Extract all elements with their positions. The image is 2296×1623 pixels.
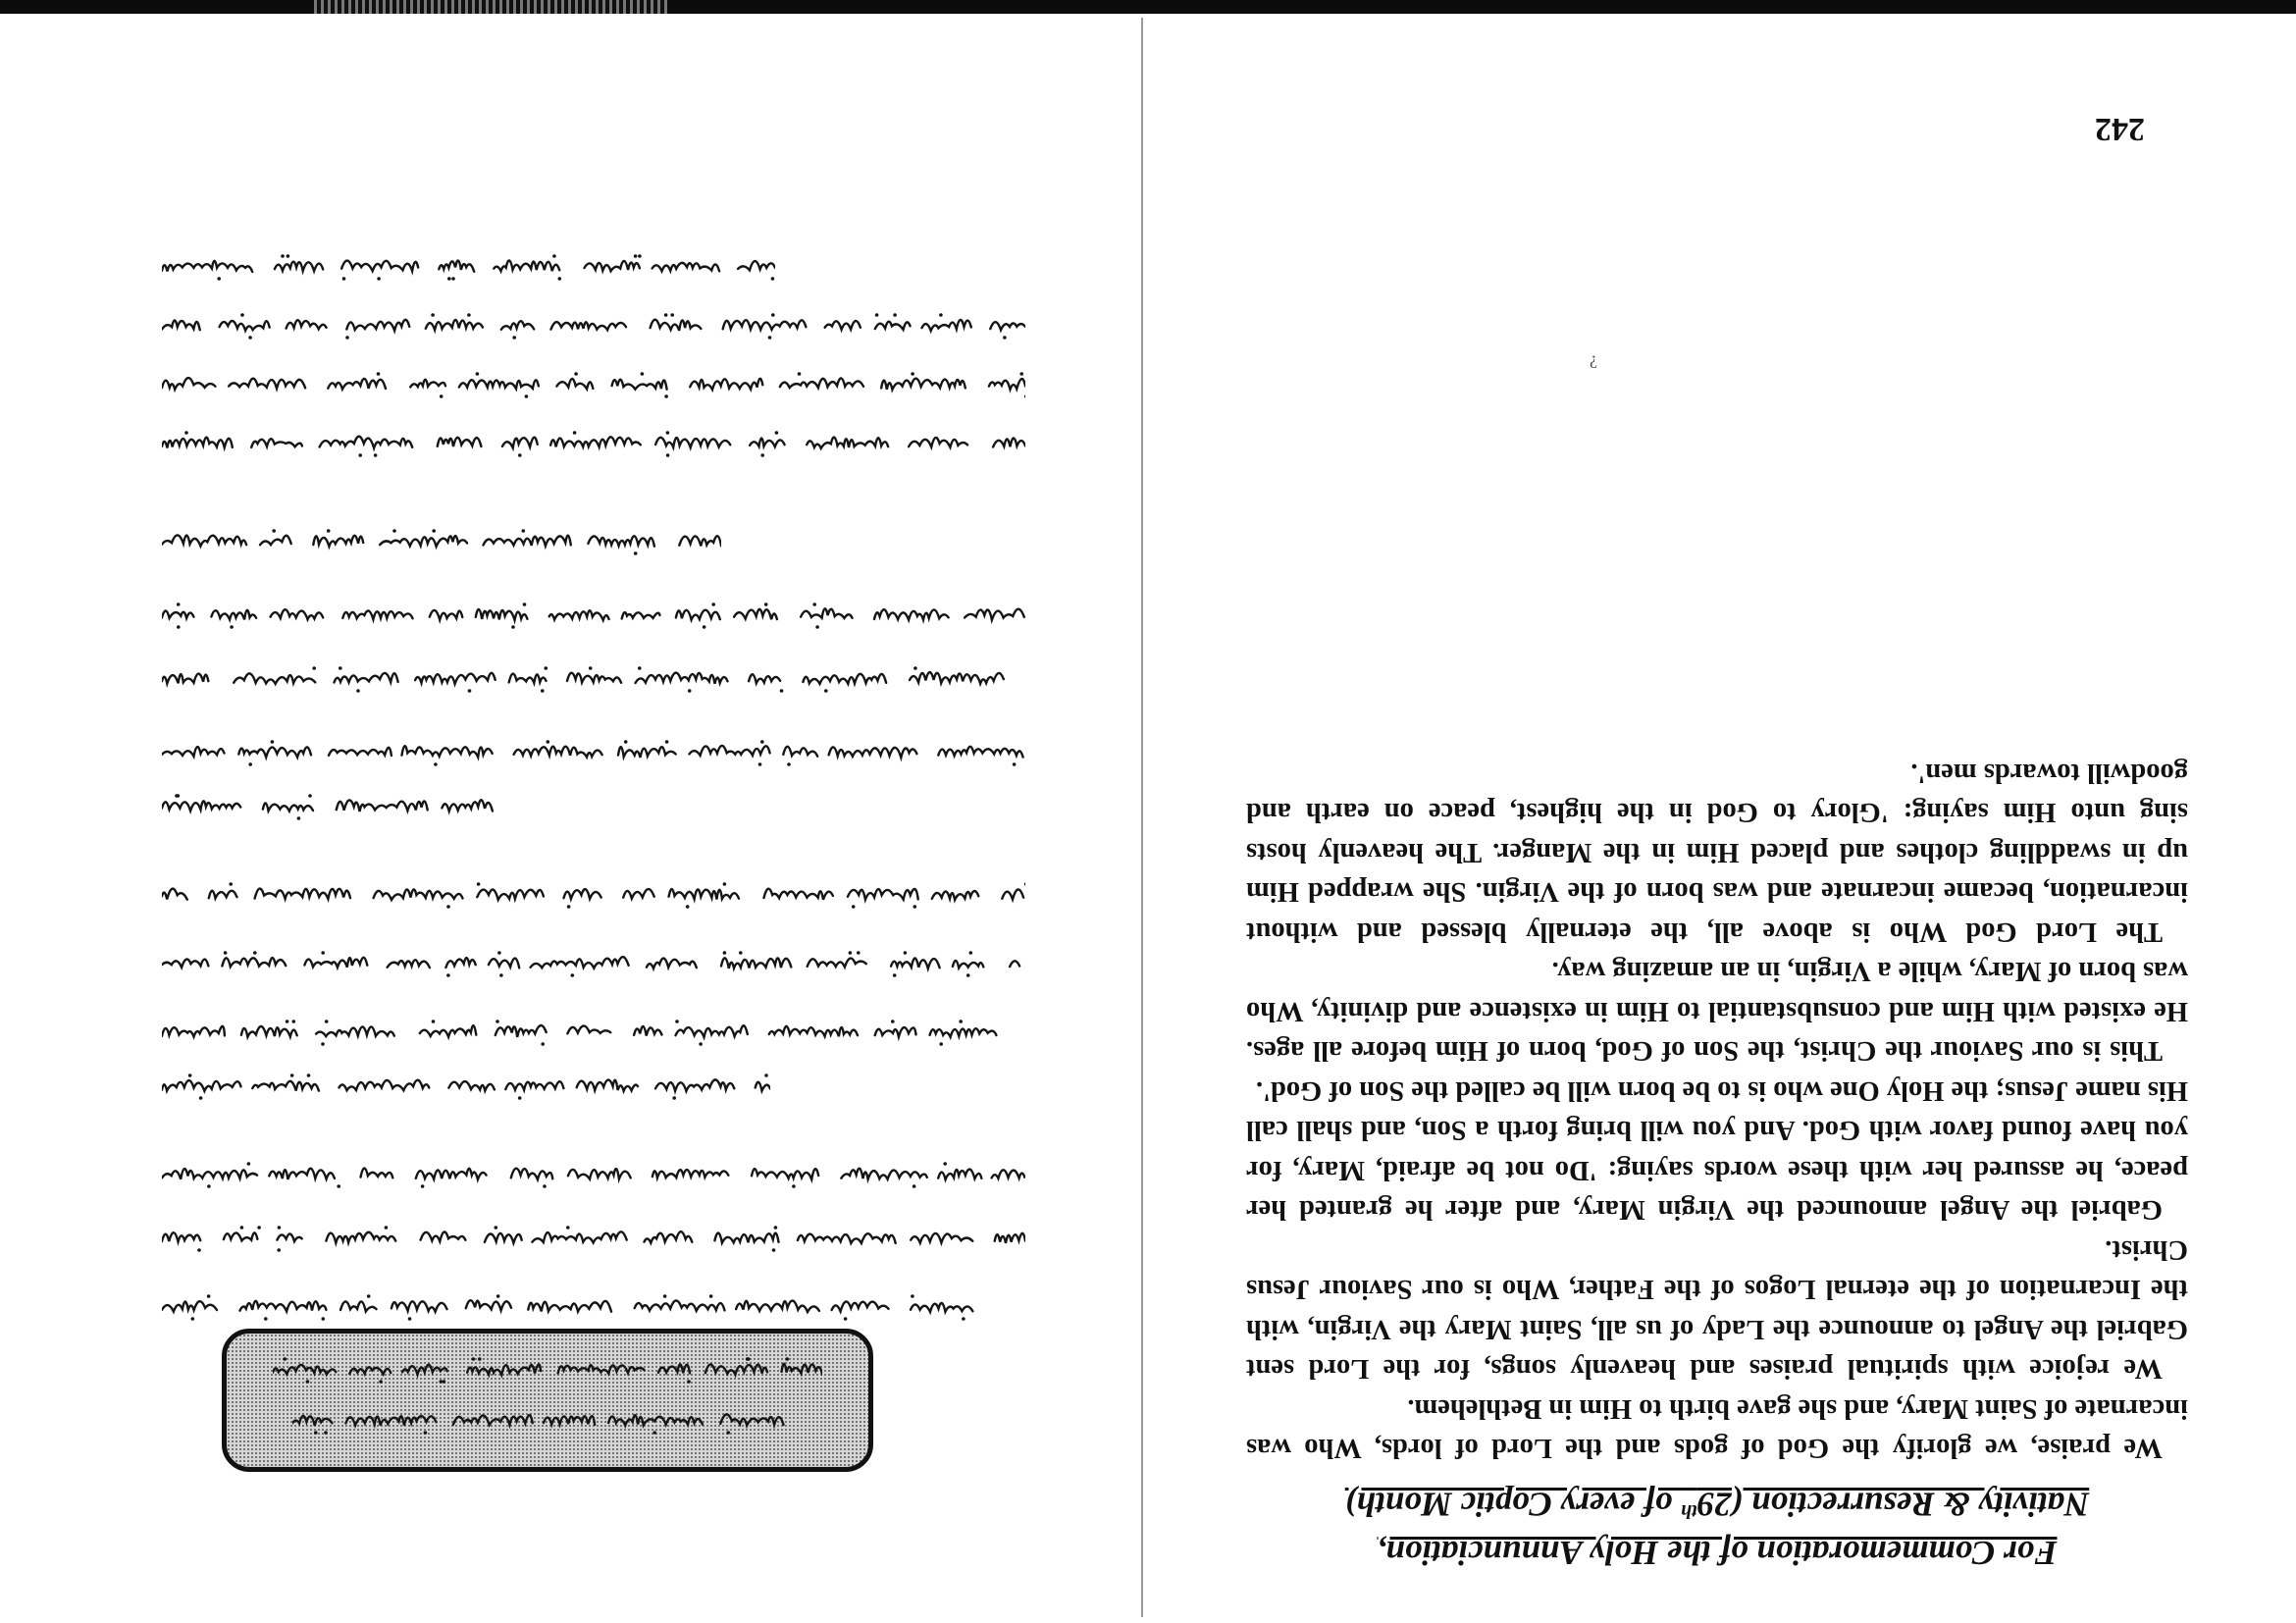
section-heading [1246, 1483, 2188, 1574]
script-title-lines [256, 1353, 839, 1447]
heading-line-2-end: of every Coptic Month) [1344, 1485, 1681, 1524]
ink-mark: ¿ [1590, 348, 1597, 368]
paragraph-saviour: This is our Saviour the Christ, the Son of God, born of Him before all ages. He existed with Him and consubstantial to Him in existence and divinity, Who was born of Mary, while a Virgin, in an amazing way. [1246, 956, 2188, 1067]
script-line [162, 254, 775, 280]
script-line [162, 740, 1025, 765]
page-number: 242 [2095, 111, 2145, 147]
script-line [162, 1294, 986, 1320]
script-title-line [256, 1353, 839, 1387]
script-line [162, 1226, 1025, 1251]
script-line [162, 1020, 1025, 1045]
paragraph-praise: We praise, we glorify the God of gods and the Lord of lords, Who was incarnate of Saint Mary, and she gave birth to Him in Bethlehem. [1246, 1392, 2188, 1464]
script-line [162, 602, 1025, 628]
script-line [162, 372, 1025, 397]
paragraph-annunciation: Gabriel the Angel announced the Virgin Mary, and after he granted her peace, he assured her with these words saying: 'Do not be afraid, Mary, for you have found favor with God. And you will bring forth a Son, and shall call His name Jesus; the Holy One who is to be born will be called the Son of God'. [1246, 1074, 2188, 1226]
heading-line-2-start: Nativity & Resurrection (29 [1696, 1485, 2090, 1524]
heading-superscript: th [1680, 1500, 1697, 1522]
script-line [162, 431, 1025, 456]
script-line [162, 1162, 1025, 1187]
script-line [162, 529, 721, 554]
scan-edge-strip [314, 0, 667, 14]
paragraph-rejoice: We rejoice with spiritual praises and heavenly songs, for the Lord sent Gabriel the Angel to announce the Lady of us all, Saint Mary the Virgin, with the Incarnation of the eternal Logos of the Father, Who is our Saviour Jesus Christ. [1246, 1233, 2188, 1385]
heading-line-1: For Commemoration of the Holy Annunciation, [1377, 1534, 2058, 1572]
script-line [162, 666, 1025, 692]
script-line [162, 951, 1025, 976]
right-page [1143, 14, 2296, 1623]
script-line [162, 1073, 770, 1099]
scan-top-edge [0, 0, 2296, 14]
english-text-block [1246, 752, 2188, 1574]
script-title-line [256, 1404, 839, 1438]
heading-line-2 [1246, 1483, 2188, 1532]
rotated-text-frame [1143, 14, 2296, 1623]
script-line [162, 313, 1025, 339]
script-title-box [222, 1329, 873, 1472]
script-line [162, 882, 1025, 908]
left-page [0, 14, 1141, 1623]
script-line [162, 794, 496, 819]
paragraph-nativity: The Lord God Who is above all, the eternally blessed and without incarnation, became incarnate and was born of the Virgin. She wrapped Him up in swaddling clothes and placed Him in the Manger. The heavenly hosts sing unto Him saying: 'Glory to God in the highest, peace on earth and goodwill towards men'. [1246, 757, 2188, 947]
